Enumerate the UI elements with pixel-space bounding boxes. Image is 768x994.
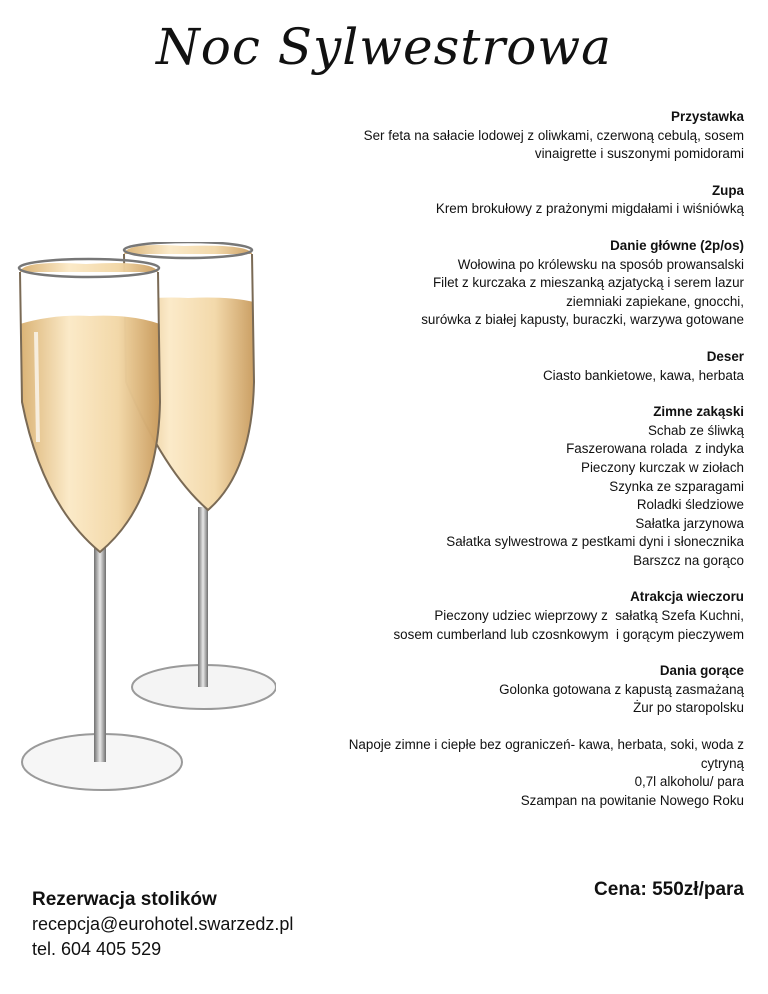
- menu-section-title: Zimne zakąski: [653, 404, 744, 420]
- menu-section: [274, 182, 744, 219]
- menu-section-title: Dania gorące: [659, 663, 744, 679]
- menu-section-title: Atrakcja wieczoru: [630, 589, 744, 605]
- menu-section-title: Zupa: [712, 182, 744, 198]
- menu-item: Roladki śledziowe: [636, 497, 744, 513]
- menu-item: Barszcz na gorąco: [633, 552, 744, 568]
- menu-section: [274, 348, 744, 385]
- reservation-email: recepcja@eurohotel.swarzedz.pl: [32, 914, 294, 934]
- menu-item: Golonka gotowana z kapustą zasmażaną: [499, 681, 744, 697]
- menu-section: [274, 237, 744, 330]
- menu-item: Pieczony kurczak w ziołach: [581, 459, 744, 475]
- reservation-phone: tel. 604 405 529: [32, 939, 162, 959]
- menu-item: Sałatka jarzynowa: [635, 515, 744, 531]
- menu-list: [274, 108, 744, 828]
- menu-item: vinaigrette i suszonymi pomidorami: [534, 146, 744, 162]
- menu-item: Szampan na powitanie Nowego Roku: [520, 792, 744, 808]
- menu-item: surówka z białej kapusty, buraczki, warzywa gotowane: [421, 312, 744, 328]
- menu-section-title: Przystawka: [671, 109, 744, 124]
- menu-section: [274, 403, 744, 570]
- menu-section: [274, 662, 744, 718]
- menu-item: Ser feta na sałacie lodowej z oliwkami, czerwoną cebulą, sosem: [363, 127, 744, 143]
- menu-item: sosem cumberland lub czosnkowym i gorącym pieczywem: [393, 626, 744, 642]
- page-title: Noc Sylwestrowa: [156, 18, 612, 76]
- menu-item: Krem brokułowy z prażonymi migdałami i wiśniówką: [435, 201, 744, 217]
- menu-item: Napoje zimne i ciepłe bez ograniczeń- kawa, herbata, soki, woda z: [348, 737, 744, 753]
- champagne-glasses-image: [14, 242, 276, 802]
- reservation-block: [32, 887, 293, 962]
- reservation-title: Rezerwacja stolików: [32, 889, 217, 910]
- menu-section-title: Danie główne (2p/os): [610, 237, 744, 253]
- menu-item: Wołowina po królewsku na sposób prowansalski: [457, 256, 744, 272]
- menu-item: Ciasto bankietowe, kawa, herbata: [543, 367, 744, 383]
- menu-section: [274, 108, 744, 164]
- menu-item: Sałatka sylwestrowa z pestkami dyni i słonecznika: [446, 534, 744, 550]
- menu-item: Filet z kurczaka z mieszanką azjatycką i serem lazur: [432, 275, 744, 291]
- menu-item: Faszerowana rolada z indyka: [566, 441, 744, 457]
- menu-item: Żur po staropolsku: [633, 700, 744, 716]
- price-label: Cena: 550zł/para: [594, 879, 744, 900]
- menu-item: Szynka ze szparagami: [609, 478, 744, 494]
- menu-section-title: Deser: [706, 348, 744, 364]
- menu-item: cytryną: [700, 755, 744, 771]
- menu-item: 0,7l alkoholu/ para: [634, 774, 744, 790]
- menu-section: [274, 736, 744, 810]
- menu-section: [274, 588, 744, 644]
- menu-item: Pieczony udziec wieprzowy z sałatką Szefa Kuchni,: [434, 608, 744, 624]
- menu-item: ziemniaki zapiekane, gnocchi,: [566, 293, 744, 309]
- menu-item: Schab ze śliwką: [647, 422, 744, 438]
